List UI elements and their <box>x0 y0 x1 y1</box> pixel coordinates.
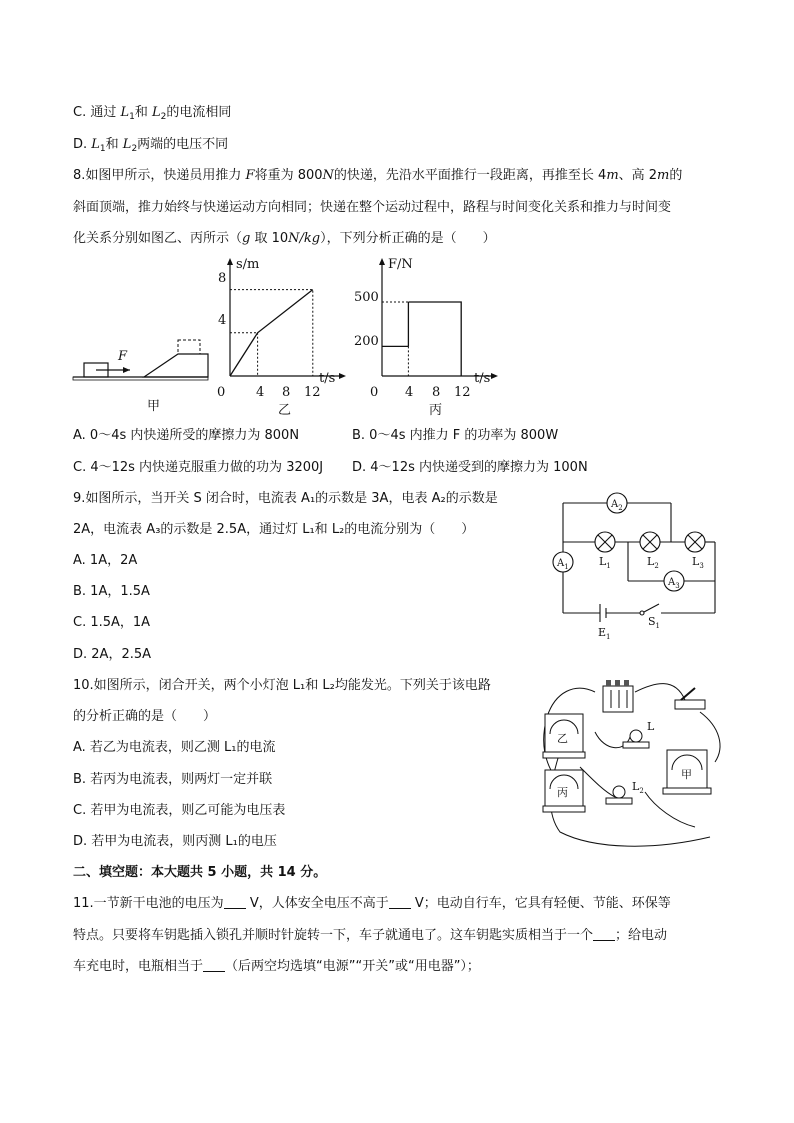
tick-x-12: 12 <box>454 385 471 400</box>
tick-x-8: 8 <box>282 385 291 400</box>
ammeter-a1-label: $A_1$ <box>557 558 569 571</box>
q10-option-b: B. 若丙为电流表，则两灯一定并联 <box>73 772 273 787</box>
svg-text:丙: 丙 <box>557 786 568 799</box>
lamp-l1-label: $L_1$ <box>599 555 611 570</box>
q8-stem-line2: 斜面顶端，推力始终与快递运动方向相同；快递在整个运动过程中，路程与时间变化关系和推力与时间变 <box>73 200 672 215</box>
tick-y-8: 8 <box>218 271 227 286</box>
q7-option-c: C. 通过 $L_1$和 $L_2$的电流相同 <box>73 105 232 122</box>
q8-option-c: C. 4～12s 内快递克服重力做的功为 3200J <box>73 460 324 475</box>
series-line-force-500 <box>408 302 461 376</box>
svg-text:乙: 乙 <box>557 732 568 745</box>
q11-line2: 特点。只要将车钥匙插入锁孔并顺时针旋转一下，车子就通电了。这车钥匙实质相当于一个 ；给电动 <box>73 928 668 943</box>
ammeter-a3-label: $A_3$ <box>668 577 680 590</box>
q9-option-c: C. 1.5A，1A <box>73 615 151 630</box>
lamp-l1-icon <box>623 720 655 748</box>
tick-x-4: 4 <box>256 385 265 400</box>
tick-x-0: 0 <box>217 385 226 400</box>
answer-blank-2[interactable] <box>389 896 411 909</box>
label-jia: 甲 <box>147 399 161 414</box>
section-two-heading: 二、填空题：本大题共 5 小题，共 14 分。 <box>73 865 327 880</box>
battery-icon <box>603 680 633 712</box>
q9-stem-line2: 2A，电流表 A₃的示数是 2.5A，通过灯 L₁和 L₂的电流分别为（ ） <box>73 522 475 537</box>
q8-option-a: A. 0～4s 内快递所受的摩擦力为 800N <box>73 428 300 443</box>
tick-y-200: 200 <box>354 334 379 349</box>
tick-x-4: 4 <box>405 385 414 400</box>
svg-text:甲: 甲 <box>681 768 692 781</box>
lamp-l2-label: $L_2$ <box>647 555 659 570</box>
tick-x-0: 0 <box>370 385 379 400</box>
tick-x-8: 8 <box>432 385 441 400</box>
q11-line3: 车充电时，电瓶相当于 （后两空均选填“电源”“开关”或“用电器”）； <box>73 959 480 974</box>
q10-option-d: D. 若甲为电流表，则丙测 L₁的电压 <box>73 834 277 849</box>
circuit-q9 <box>545 485 725 640</box>
tick-y-500: 500 <box>354 290 379 305</box>
label-bing: 丙 <box>429 403 443 417</box>
answer-blank-1[interactable] <box>224 896 246 909</box>
force-label: F <box>118 349 128 364</box>
answer-blank-4[interactable] <box>203 959 225 972</box>
q7-option-d: D. $L_1$和 $L_2$两端的电压不同 <box>73 137 229 154</box>
meter-yi-icon <box>543 714 585 758</box>
q8-stem-line1: 8.如图甲所示，快递员用推力 F将重为 800N的快递，先沿水平面推行一段距离，再推至长 4m、高 2m的 <box>73 168 683 183</box>
q9-stem-line1: 9.如图所示，当开关 S 闭合时，电流表 A₁的示数是 3A，电表 A₂的示数是 <box>73 491 498 506</box>
lamp-l2-icon <box>606 780 644 804</box>
q11-line1: 11.一节新干电池的电压为 V，人体安全电压不高于 V；电动自行车，它具有轻便、节能、环保等 <box>73 896 671 911</box>
q9-option-a: A. 1A，2A <box>73 553 138 568</box>
battery-e1-label: $E_1$ <box>598 626 611 640</box>
q10-option-a: A. 若乙为电流表，则乙测 L₁的电流 <box>73 740 276 755</box>
y-axis-label: F/N <box>388 257 413 272</box>
q10-option-c: C. 若甲为电流表，则乙可能为电压表 <box>73 803 286 818</box>
q8-option-b: B. 0～4s 内推力 F 的功率为 800W <box>352 428 559 443</box>
x-axis-label: t/s <box>319 371 336 386</box>
meter-jia-icon <box>663 750 711 794</box>
svg-text:L2: $L_2$ <box>632 780 644 795</box>
q10-stem-line1: 10.如图所示，闭合开关，两个小灯泡 L₁和 L₂均能发光。下列关于该电路 <box>73 678 491 693</box>
q9-option-b: B. 1A，1.5A <box>73 584 150 599</box>
graph-yi <box>212 252 352 417</box>
meter-bing-icon <box>543 770 585 812</box>
circuit-q10 <box>535 672 730 852</box>
q9-option-d: D. 2A，2.5A <box>73 647 152 662</box>
figure-jia <box>70 330 220 415</box>
svg-text:L: L <box>647 720 655 733</box>
x-axis-label: t/s <box>474 371 491 386</box>
tick-x-12: 12 <box>304 385 321 400</box>
q8-stem-line3: 化关系分别如图乙、丙所示（g 取 10N/kg），下列分析正确的是（ ） <box>73 231 496 246</box>
q8-option-d: D. 4～12s 内快递受到的摩擦力为 100N <box>352 460 588 475</box>
ammeter-a2-label: $A_2$ <box>611 499 623 512</box>
switch-s1-label: $S_1$ <box>648 615 661 630</box>
q10-stem-line2: 的分析正确的是（ ） <box>73 709 217 724</box>
answer-blank-3[interactable] <box>593 928 615 941</box>
lamp-l3-label: $L_3$ <box>692 555 704 570</box>
graph-bing <box>350 252 505 417</box>
label-yi: 乙 <box>278 403 292 417</box>
tick-y-4: 4 <box>218 313 227 328</box>
y-axis-label: s/m <box>236 257 260 272</box>
